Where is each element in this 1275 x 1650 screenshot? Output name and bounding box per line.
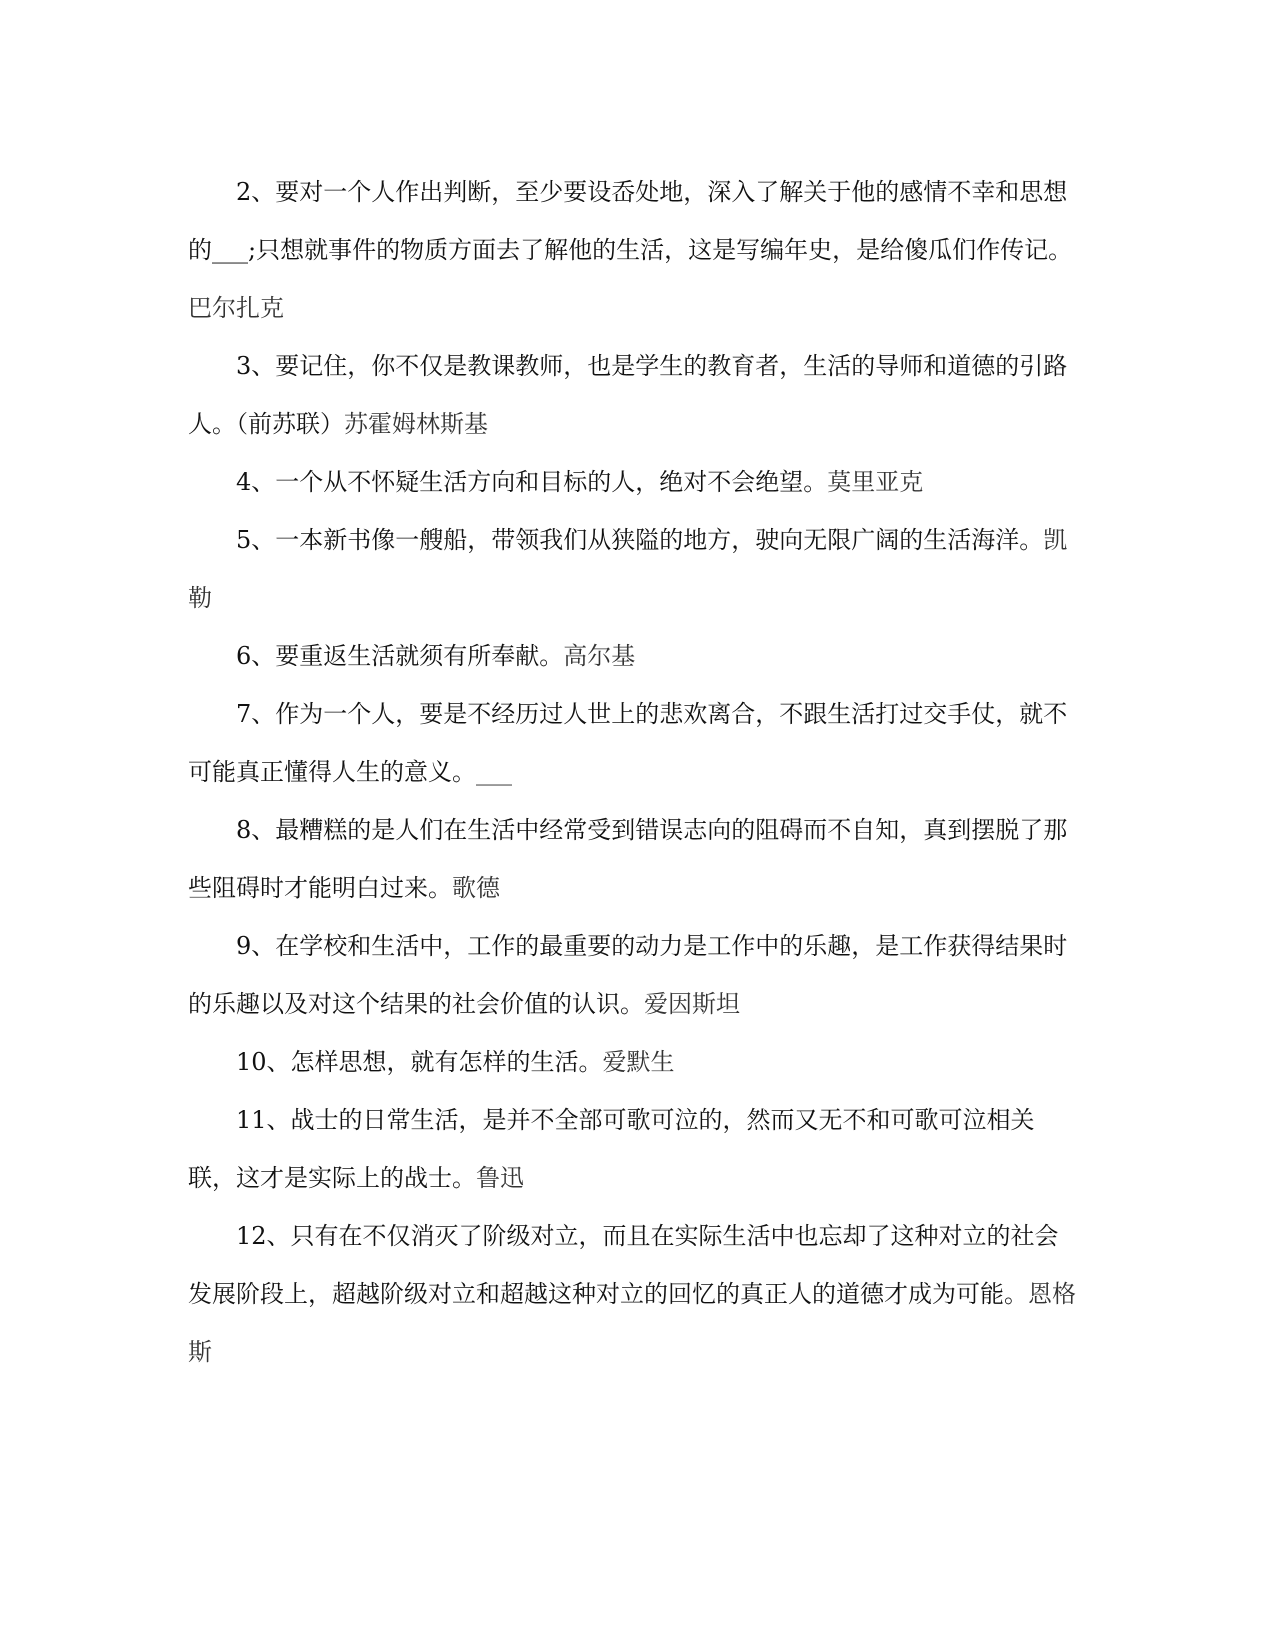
quote-list [188, 163, 1076, 1381]
quote-item [188, 685, 1076, 801]
quote-text: 11、战士的日常生活，是并不全部可歌可泣的，然而又无不和可歌可泣相关联，这才是实际上的战士。 [188, 1106, 1035, 1192]
quote-author: 凯勒 [188, 526, 1068, 612]
quote-item [188, 917, 1076, 1033]
quote-text: 9、在学校和生活中，工作的最重要的动力是工作中的乐趣，是工作获得结果时的乐趣以及对这个结果的社会价值的认识。 [188, 932, 1068, 1018]
quote-author: 巴尔扎克 [188, 294, 284, 322]
quote-item [188, 163, 1076, 337]
quote-item [188, 1091, 1076, 1207]
quote-item [188, 511, 1076, 627]
quote-author: 歌德 [452, 874, 500, 902]
quote-author: 爱因斯坦 [644, 990, 740, 1018]
quote-item [188, 453, 1076, 511]
quote-author: 高尔基 [563, 642, 636, 670]
quote-item [188, 1033, 1076, 1091]
quote-item [188, 801, 1076, 917]
quote-author: 莫里亚克 [827, 468, 924, 496]
quote-author: 鲁迅 [476, 1164, 524, 1192]
quote-item [188, 337, 1076, 453]
quote-text: 8、最糟糕的是人们在生活中经常受到错误志向的阻碍而不自知，真到摆脱了那些阻碍时才能明白过来。 [188, 816, 1068, 902]
quote-text: 7、作为一个人，要是不经历过人世上的悲欢离合，不跟生活打过交手仗，就不可能真正懂得人生的意义。 [188, 700, 1068, 786]
quote-text: 6、要重返生活就须有所奉献。 [236, 642, 564, 670]
quote-text: 3、要记住，你不仅是教课教师，也是学生的教育者，生活的导师和道德的引路人。（前苏联） [188, 352, 1068, 438]
quote-author: 爱默生 [602, 1048, 675, 1076]
quote-text: 2、要对一个人作出判断，至少要设岙处地，深入了解关于他的感情不幸和思想的___;只想就事件的物质方面去了解他的生活，这是写编年史，是给傻瓜们作传记。 [188, 178, 1073, 264]
quote-author: 苏霍姆林斯基 [344, 410, 488, 438]
quote-text: 4、一个从不怀疑生活方向和目标的人，绝对不会绝望。 [236, 468, 828, 496]
quote-text: 12、只有在不仅消灭了阶级对立，而且在实际生活中也忘却了这种对立的社会发展阶段上，超越阶级对立和超越这种对立的回忆的真正人的道德才成为可能。 [188, 1222, 1059, 1308]
quote-item [188, 627, 1076, 685]
quote-text: 5、一本新书像一艘船，带领我们从狭隘的地方，驶向无限广阔的生活海洋。 [236, 526, 1044, 554]
quote-item [188, 1207, 1076, 1381]
quote-author: 恩格斯 [188, 1280, 1076, 1366]
quote-text: 10、怎样思想，就有怎样的生活。 [236, 1048, 603, 1076]
quote-author: ___ [476, 758, 512, 786]
